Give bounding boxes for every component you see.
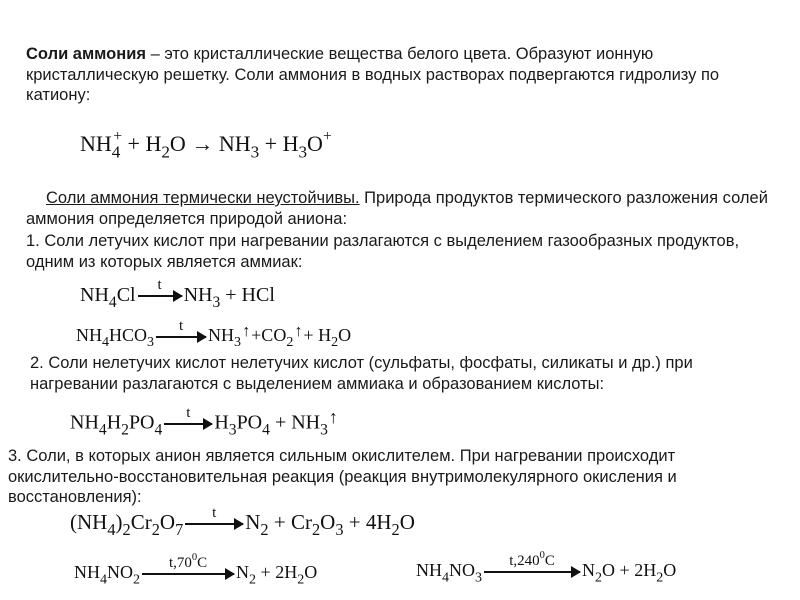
reaction-condition: t [157,277,162,294]
eq-term: NO [449,560,476,580]
eq-term: +CO [251,324,287,345]
eq-term: NH [208,324,235,345]
eq-sub: 3 [234,334,242,351]
eq-sub: 2 [121,421,129,439]
eq-term: N [245,510,261,534]
eq-sub: 2 [311,520,321,540]
eq-sub: 2 [122,520,131,540]
eq-term: O [663,560,677,580]
thermal-paragraph [26,188,786,229]
eq-term: H [106,411,122,434]
eq-term: NO [107,562,134,582]
eq-sub: 2 [331,334,339,351]
eq-sub: 3 [298,142,308,162]
equation-nh4no2 [74,552,318,588]
equation-nh4hco3 [76,317,352,351]
reaction-arrow-icon [185,505,243,525]
eq-term: O [304,562,318,582]
condition-unit: C [197,554,208,571]
eq-term: NH [80,131,112,156]
intro-paragraph [26,44,786,106]
eq-term: + Cr [273,510,312,534]
eq-term: PO [236,411,263,434]
eq-term: + HCl [225,284,275,306]
eq-sub: 3 [320,421,328,439]
eq-sub: 7 [175,520,184,540]
eq-sub: 4 [442,569,450,586]
equation-nh4cl [80,277,275,312]
condition-temp: t,240 [509,552,540,569]
reaction-arrow-icon [164,404,212,425]
eq-term: N [582,560,596,580]
intro-term: Соли аммония [26,45,146,63]
point-3-text: 3. Соли, в которых анион является сильным окислителем. При нагревании происходит окислительно-восстановительная реакция (реакция внутримолекулярного окисления и восстановления): [8,447,677,506]
eq-term: Cl [116,284,136,306]
eq-term: PO [128,411,155,434]
eq-sub: 3 [228,421,237,439]
eq-sub: 4 [108,293,117,311]
reaction-arrow-icon [142,552,234,575]
eq-term: NH [416,560,442,580]
point-2-text: 2. Соли нелетучих кислот нелетучих кислот (сульфаты, фосфаты, силикаты и др.) при нагревании разлагаются с выделением аммиака и образованием кислоты: [30,354,693,393]
eq-term: O [338,324,352,345]
reaction-condition [142,552,234,572]
thermal-heading: Соли аммония термически неустойчивы. [46,189,360,207]
eq-sub: 4 [107,520,116,540]
eq-term: O [320,510,336,534]
eq-sup: + [322,128,332,145]
gas-arrow-icon: ↑ [242,322,251,340]
eq-sub: 2 [595,569,603,586]
eq-term: O [399,510,415,534]
eq-term: + NH [274,411,321,434]
thermal-text: Природа продуктов термического разложения солей аммония определяется природой аниона: [26,189,768,228]
eq-term: NH [218,131,251,156]
eq-term: O [169,131,186,156]
eq-sub: 4 [154,421,163,439]
eq-term: + H [303,324,332,345]
eq-sub: 2 [297,571,305,588]
reaction-arrow-icon [138,277,182,297]
equation-nh4h2po4 [70,404,339,439]
condition-degree: 0 [191,552,198,564]
gas-arrow-icon: ↑ [294,322,303,340]
eq-sub: 3 [147,334,155,351]
eq-term: N [236,562,250,582]
eq-sub: 2 [260,520,269,540]
eq-sub: 2 [151,520,160,540]
eq-term: (NH [70,510,108,534]
eq-sub: 2 [656,569,664,586]
reaction-condition: t [186,404,191,421]
eq-sub: 4 [98,421,107,439]
intro-text: – это кристаллические вещества белого цвета. Образуют ионную кристаллическую решетку. Соли аммония в водных растворах подвергаются гидролизу по катиону: [26,45,720,104]
eq-term: + 2H [260,562,298,582]
eq-term: + H [127,131,162,156]
condition-degree: 0 [539,550,545,562]
reaction-condition: t [178,317,184,334]
condition-temp: t,70 [168,554,192,571]
eq-sub: 3 [250,142,260,162]
equation-hydrolysis [80,128,332,163]
equation-dichromate [70,505,415,540]
eq-term: NH [74,562,100,582]
eq-term: O [307,131,323,156]
eq-term: O + 2H [602,560,657,580]
condition-unit: C [544,552,555,569]
reaction-arrow-icon [484,550,580,573]
eq-sub: 3 [212,293,221,311]
eq-term: O [159,510,176,534]
eq-sub: 2 [286,334,294,351]
eq-term: NH [70,411,99,434]
eq-sub: 2 [161,142,170,162]
eq-sub: 2 [249,571,257,588]
eq-term: HCO [109,324,148,345]
eq-term: NH [80,284,109,306]
eq-term: Cr [130,510,152,534]
reaction-arrow-icon: → [191,131,214,156]
eq-sub: 2 [133,571,141,588]
eq-sub: 4 [262,421,270,439]
gas-arrow-icon: ↑ [328,407,338,427]
reaction-condition: t [212,505,217,522]
eq-sub: 4 [102,334,110,351]
eq-sub: 3 [475,569,483,586]
eq-sup: + [113,128,123,145]
reaction-condition [484,550,580,570]
equation-nh4no3 [416,550,677,586]
eq-sub: 4 [100,571,108,588]
eq-sub: 2 [391,520,400,540]
eq-term: + H [264,131,299,156]
eq-term: ) [115,510,123,534]
eq-sub: 4 [111,142,121,162]
point-1-text: 1. Соли летучих кислот при нагревании разлагаются с выделением газообразных продуктов, одним из которых является аммиак: [26,232,740,271]
eq-sub: 3 [335,520,344,540]
eq-term: NH [76,324,102,345]
reaction-arrow-icon [156,317,206,338]
eq-term: H [214,411,229,434]
eq-term: + 4H [348,510,392,534]
eq-term: NH [183,284,213,306]
